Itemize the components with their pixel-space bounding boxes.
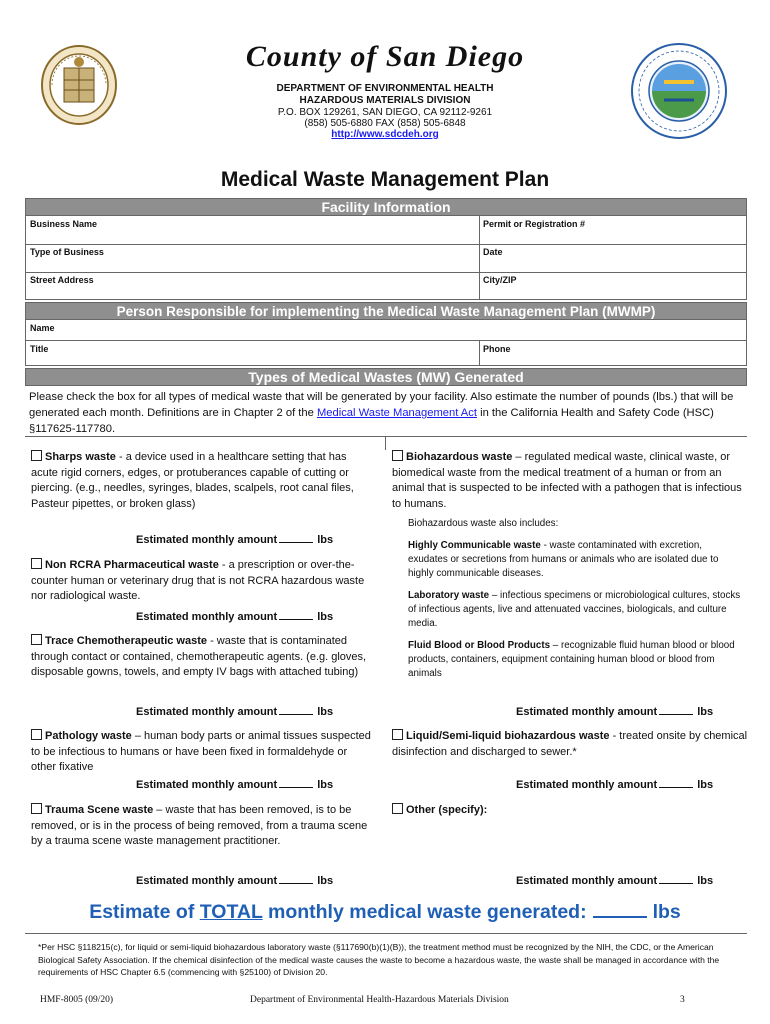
liquid-biohazardous-estimate: Estimated monthly amount lbs (516, 779, 714, 791)
business-name-field[interactable]: Business Name (30, 219, 98, 229)
facility-info-heading: Facility Information (25, 198, 747, 216)
liquid-biohazardous-amount-input[interactable] (659, 777, 693, 788)
chemotherapeutic-estimate: Estimated monthly amount lbs (136, 706, 334, 718)
website-link[interactable]: http://www.sdcdeh.org (331, 129, 439, 140)
page-title: Medical Waste Management Plan (220, 168, 550, 191)
column-divider (385, 436, 386, 450)
liquid-biohazardous-waste-checkbox[interactable] (392, 729, 403, 740)
city-zip-field[interactable]: City/ZIP (483, 275, 517, 285)
biohazardous-estimate: Estimated monthly amount lbs (516, 706, 714, 718)
waste-types-instructions: Please check the box for all types of medical waste that will be generated by your facility. Also estimate the number of pounds (lbs.) that will be generated each month. Definitions are in Chapter 2 of the Medical Waste Management Act in the California Health and Safety Code (HSC) §117625-117780. (29, 391, 734, 435)
trauma-scene-estimate: Estimated monthly amount lbs (136, 875, 334, 887)
trauma-scene-waste-checkbox[interactable] (31, 803, 42, 814)
department-name: DEPARTMENT OF ENVIRONMENTAL HEALTH (276, 83, 494, 94)
fluid-blood-waste: Fluid Blood or Blood Products – recognizable fluid human blood or blood products, containers, equipment containing human blood or blood from animals (408, 640, 735, 679)
biohazardous-waste-checkbox[interactable] (392, 450, 403, 461)
other-estimate: Estimated monthly amount lbs (516, 875, 714, 887)
pharmaceutical-waste-item: Non RCRA Pharmaceutical waste - a prescription or over-the-counter human or veterinary drug that is not RCRA hazardous waste nor radiological waste. (31, 559, 365, 602)
other-waste-item: Other (specify): (392, 803, 744, 819)
pathology-amount-input[interactable] (279, 777, 313, 788)
chemotherapeutic-amount-input[interactable] (279, 704, 313, 715)
mailing-address: P.O. BOX 129261, SAN DIEGO, CA 92112-9261 (277, 107, 493, 118)
section-divider (25, 436, 747, 437)
other-amount-input[interactable] (659, 873, 693, 884)
pathology-estimate: Estimated monthly amount lbs (136, 779, 334, 791)
date-field[interactable]: Date (483, 247, 503, 257)
biohazardous-waste-item: Biohazardous waste – regulated medical waste, clinical waste, or biomedical waste from the medical treatment of a human or from an animal that is suspected to be infected with a pathogen that is infectious to humans. (392, 451, 742, 510)
pathology-waste-item: Pathology waste – human body parts or animal tissues suspected to be infectious to humans or have been fixed in formaldehyde or other fixative (31, 730, 371, 773)
pharmaceutical-amount-input[interactable] (279, 609, 313, 620)
phone-fax: (858) 505-6880 FAX (858) 505-6848 (304, 118, 466, 129)
pharmaceutical-waste-checkbox[interactable] (31, 558, 42, 569)
pharmaceutical-estimate: Estimated monthly amount lbs (136, 611, 334, 623)
biohazardous-also-includes: Biohazardous waste also includes: (408, 518, 559, 529)
title-field[interactable]: Title (30, 344, 49, 354)
footer-division: Department of Environmental Health-Hazardous Materials Division (250, 995, 509, 1005)
liquid-biohazardous-waste-item: Liquid/Semi-liquid biohazardous waste - treated onsite by chemical disinfection and discharged to sewer.* (392, 730, 748, 758)
trauma-scene-waste-item: Trauma Scene waste – waste that has been removed, is to be removed, or is in the process of being removed, from a trauma scene by a trauma scene waste management practitioner. (31, 804, 368, 847)
footnote-divider (25, 933, 747, 934)
sharps-amount-input[interactable] (279, 532, 313, 543)
total-estimate: Estimate of TOTAL monthly medical waste generated: lbs (89, 901, 681, 923)
total-amount-input[interactable] (593, 900, 647, 918)
sharps-estimate: Estimated monthly amount lbs (136, 534, 334, 546)
laboratory-waste: Laboratory waste – infectious specimens or microbiological cultures, stocks of infectious agents, live and attenuated vaccines, biologicals, and culture media. (408, 590, 741, 629)
chemotherapeutic-waste-item: Trace Chemotherapeutic waste - waste that is contaminated through contact or contained, chemotherapeutic agents. (e.g. gloves, disposable gowns, towels, and empty IV bags with attached tubing) (31, 635, 367, 678)
facility-info-grid (25, 216, 747, 300)
phone-field[interactable]: Phone (483, 344, 511, 354)
person-responsible-heading: Person Responsible for implementing the Medical Waste Management Plan (MWMP) (25, 302, 747, 320)
permit-number-field[interactable]: Permit or Registration # (483, 219, 586, 229)
sharps-waste-checkbox[interactable] (31, 450, 42, 461)
deh-logo (630, 42, 728, 140)
form-code: HMF-8005 (09/20) (40, 995, 114, 1005)
mwma-link[interactable]: Medical Waste Management Act (316, 407, 477, 419)
county-title: County of San Diego (245, 40, 525, 73)
other-waste-checkbox[interactable] (392, 803, 403, 814)
name-field[interactable]: Name (30, 323, 55, 333)
street-address-field[interactable]: Street Address (30, 275, 94, 285)
sharps-waste-item: Sharps waste - a device used in a healthcare setting that has acute rigid corners, edges, or protuberances capable of cutting or piercing. (e.g., needles, syringes, blades, scalpels, root canal files, Pasteur pipettes, or broken glass) (31, 451, 354, 510)
trauma-scene-amount-input[interactable] (279, 873, 313, 884)
pathology-waste-checkbox[interactable] (31, 729, 42, 740)
page-number: 3 (680, 995, 685, 1005)
chemotherapeutic-waste-checkbox[interactable] (31, 634, 42, 645)
person-responsible-grid (25, 320, 747, 366)
waste-types-heading: Types of Medical Wastes (MW) Generated (25, 368, 747, 386)
biohazardous-amount-input[interactable] (659, 704, 693, 715)
type-of-business-field[interactable]: Type of Business (30, 247, 104, 257)
footnote: *Per HSC §118215(c), for liquid or semi-liquid biohazardous laboratory waste (§117690(b)(1)(B)), the treatment method must be recognized by the NIH, the CDC, or the American Biological Safety Association. If the chemical disinfection of the medical waste causes the waste to become a hazardous waste, the waste shall be managed in accordance with the requirements of HSC Chapter 6.5 (commencing with §25100) of Division 20. (38, 942, 720, 977)
division-name: HAZARDOUS MATERIALS DIVISION (299, 95, 471, 106)
highly-communicable-waste: Highly Communicable waste - waste contaminated with excretion, exudates or secretions from humans or animals who are isolated due to highly communicable diseases. (408, 540, 719, 579)
